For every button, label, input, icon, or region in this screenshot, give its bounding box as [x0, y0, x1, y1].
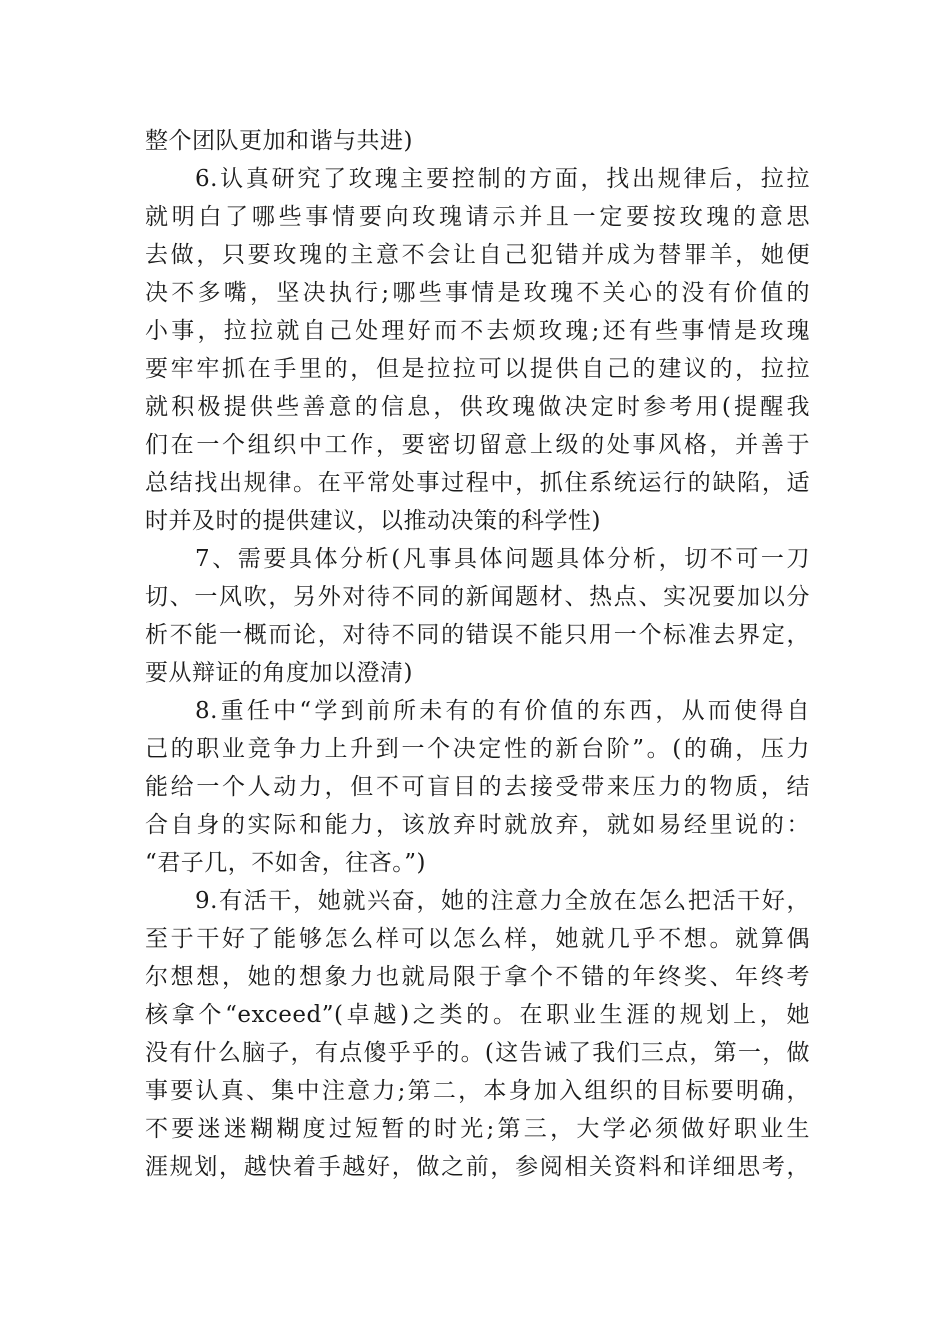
paragraph-line: “君子几，不如舍，往吝。”): [145, 850, 426, 876]
paragraph-line: 要牢牢抓在手里的，但是拉拉可以提供自己的建议的，拉拉: [145, 356, 810, 382]
paragraph-line: 核拿个“exceed”(卓越)之类的。在职业生涯的规划上，她: [145, 1002, 810, 1028]
paragraph-line: 事要认真、集中注意力;第二，本身加入组织的目标要明确，: [145, 1078, 810, 1104]
paragraph-line: 要从辩证的角度加以澄清): [145, 660, 413, 686]
paragraph-line: 8.重任中“学到前所未有的有价值的东西，从而使得自: [195, 698, 810, 724]
paragraph-line: 尔想想，她的想象力也就局限于拿个不错的年终奖、年终考: [145, 964, 810, 990]
paragraph-line: 去做，只要玫瑰的主意不会让自己犯错并成为替罪羊，她便: [145, 242, 810, 268]
paragraph-line: 6.认真研究了玫瑰主要控制的方面，找出规律后，拉拉: [195, 166, 810, 192]
paragraph-line: 切、一风吹，另外对待不同的新闻题材、热点、实况要加以分: [145, 584, 810, 610]
paragraph-line: 整个团队更加和谐与共进): [145, 128, 413, 154]
paragraph-line: 不要迷迷糊糊度过短暂的时光;第三，大学必须做好职业生: [145, 1116, 810, 1142]
paragraph-line: 没有什么脑子，有点傻乎乎的。(这告诫了我们三点，第一，做: [145, 1040, 810, 1066]
paragraph-line: 析不能一概而论，对待不同的错误不能只用一个标准去界定，: [145, 622, 810, 648]
paragraph-line: 至于干好了能够怎么样可以怎么样，她就几乎不想。就算偶: [145, 926, 810, 952]
paragraph-line: 合自身的实际和能力，该放弃时就放弃，就如易经里说的：: [145, 812, 810, 838]
paragraph-line: 们在一个组织中工作，要密切留意上级的处事风格，并善于: [145, 432, 810, 458]
paragraph-line: 决不多嘴，坚决执行;哪些事情是玫瑰不关心的没有价值的: [145, 280, 810, 306]
paragraph-line: 7、需要具体分析(凡事具体问题具体分析，切不可一刀: [195, 546, 810, 572]
paragraph-line: 己的职业竞争力上升到一个决定性的新台阶”。(的确，压力: [145, 736, 810, 762]
paragraph-line: 时并及时的提供建议，以推动决策的科学性): [145, 508, 601, 534]
paragraph-line: 小事，拉拉就自己处理好而不去烦玫瑰;还有些事情是玫瑰: [145, 318, 810, 344]
paragraph-line: 涯规划，越快着手越好，做之前，参阅相关资料和详细思考，: [145, 1154, 810, 1180]
paragraph-line: 9.有活干，她就兴奋，她的注意力全放在怎么把活干好，: [195, 888, 810, 914]
paragraph-line: 能给一个人动力，但不可盲目的去接受带来压力的物质，结: [145, 774, 810, 800]
paragraph-line: 就积极提供些善意的信息，供玫瑰做决定时参考用(提醒我: [145, 394, 810, 420]
paragraph-line: 就明白了哪些事情要向玫瑰请示并且一定要按玫瑰的意思: [145, 204, 810, 230]
paragraph-line: 总结找出规律。在平常处事过程中，抓住系统运行的缺陷，适: [145, 470, 810, 496]
